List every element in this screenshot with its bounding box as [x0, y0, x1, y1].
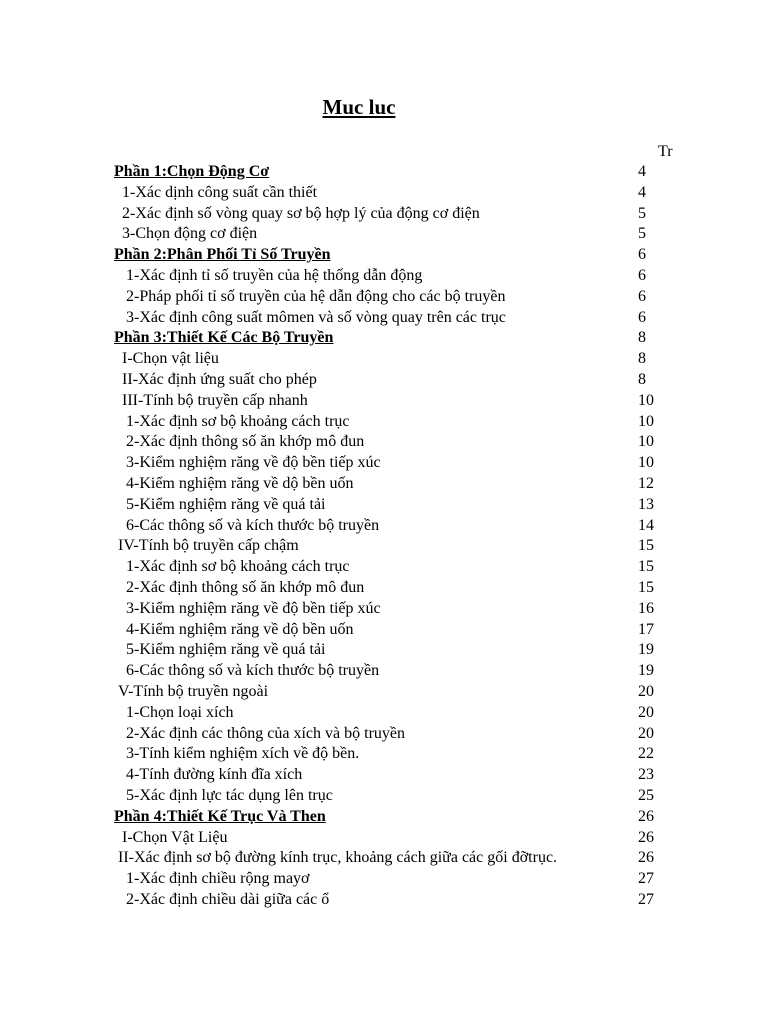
toc-entry — [0, 370, 768, 391]
toc-entry-title: I-Chọn Vật Liệu — [122, 828, 228, 846]
toc-entry-page-number: 14 — [638, 516, 654, 534]
toc-entry — [0, 453, 768, 474]
toc-entry-page-number: 15 — [638, 578, 654, 596]
toc-entry — [0, 682, 768, 703]
toc-entry-title: 2-Xác định chiều dài giữa các ổ — [126, 890, 330, 908]
toc-entry-page-number: 8 — [638, 350, 646, 368]
toc-entry — [0, 620, 768, 641]
toc-entry — [0, 474, 768, 495]
toc-part-heading — [0, 328, 768, 349]
toc-entry-title: 3-Chọn động cơ điện — [122, 225, 258, 243]
toc-entry-title: 2-Xác định các thông của xích và bộ truyền — [126, 724, 406, 742]
toc-entry-page-number: 12 — [638, 474, 654, 492]
toc-entry — [0, 391, 768, 412]
toc-entry-title: I-Chọn vật liệu — [122, 350, 219, 368]
toc-entry-title: 1-Chọn loại xích — [126, 703, 234, 721]
toc-entry-page-number: 6 — [638, 308, 646, 326]
toc-entry-title: 2-Pháp phối tỉ số truyền của hệ dẫn động cho các bộ truyền — [126, 287, 506, 305]
toc-entry-title: 2-Xác định thông số ăn khớp mô đun — [126, 433, 365, 451]
toc-entry-title: Phần 4:Thiết Kế Trục Và Then — [114, 807, 326, 825]
toc-entry-title: 1-Xác dịnh công suất cần thiết — [122, 183, 318, 201]
toc-entry — [0, 744, 768, 765]
toc-entry — [0, 724, 768, 745]
toc-entry — [0, 578, 768, 599]
page-column-header: Tr — [658, 143, 673, 160]
toc-entry-page-number: 5 — [638, 204, 646, 222]
toc-entry — [0, 266, 768, 287]
toc-entry — [0, 765, 768, 786]
toc-entry-page-number: 20 — [638, 703, 654, 721]
toc-entry-title: Phần 3:Thiết Kế Các Bộ Truyền — [114, 329, 334, 347]
toc-entry-page-number: 6 — [638, 246, 646, 264]
toc-entry-title: II-Xác định sơ bộ đường kính trục, khoảng cách giữa các gối đỡtrục. — [118, 849, 558, 867]
toc-entry-page-number: 27 — [638, 890, 654, 908]
toc-entry-title: 5-Xác định lực tác dụng lên trục — [126, 786, 333, 804]
toc-entry-page-number: 10 — [638, 433, 654, 451]
toc-entry-title: V-Tính bộ truyền ngoài — [118, 682, 269, 700]
toc-entry — [0, 890, 768, 911]
toc-entry-title: II-Xác định ứng suất cho phép — [122, 370, 317, 388]
toc-entry — [0, 224, 768, 245]
toc-entry-page-number: 5 — [638, 225, 646, 243]
toc-entry-page-number: 19 — [638, 662, 654, 680]
toc-entry-title: 4-Kiểm nghiệm răng về dộ bền uốn — [126, 620, 354, 638]
toc-part-heading — [0, 162, 768, 183]
page-title: Muc luc — [322, 95, 396, 119]
toc-entry-title: 3-Tính kiểm nghiệm xích về độ bền. — [126, 745, 360, 763]
toc-part-heading — [0, 807, 768, 828]
toc-entry — [0, 599, 768, 620]
toc-entry-title: 4-Tính đường kính đĩa xích — [126, 766, 303, 784]
toc-entry-page-number: 17 — [638, 620, 654, 638]
toc-entry-page-number: 6 — [638, 287, 646, 305]
toc-entry — [0, 848, 768, 869]
toc-entry-title: III-Tính bộ truyền cấp nhanh — [122, 391, 308, 409]
toc-entry-title: 4-Kiểm nghiệm răng về dộ bền uốn — [126, 474, 354, 492]
toc-entry — [0, 495, 768, 516]
toc-entry-title: 1-Xác định sơ bộ khoảng cách trục — [126, 558, 350, 576]
toc-entry — [0, 536, 768, 557]
toc-entry-page-number: 10 — [638, 454, 654, 472]
toc-entry — [0, 828, 768, 849]
toc-part-heading — [0, 245, 768, 266]
toc-entry-page-number: 8 — [638, 370, 646, 388]
toc-entry-page-number: 10 — [638, 391, 654, 409]
toc-entry-page-number: 26 — [638, 849, 654, 867]
toc-entry-page-number: 15 — [638, 558, 654, 576]
toc-entry-page-number: 20 — [638, 724, 654, 742]
toc-entry-title: 3-Kiểm nghiệm răng về độ bền tiếp xúc — [126, 454, 381, 472]
toc-entry-page-number: 15 — [638, 537, 654, 555]
toc-entry-page-number: 13 — [638, 495, 654, 513]
toc-entry — [0, 786, 768, 807]
toc-entry — [0, 661, 768, 682]
toc-entry — [0, 287, 768, 308]
toc-entry-title: Phần 1:Chọn Động Cơ — [114, 163, 270, 180]
toc-entry-title: 3-Xác định công suất mômen và số vòng quay trên các trục — [126, 308, 506, 326]
table-of-contents — [0, 162, 768, 911]
toc-entry-page-number: 16 — [638, 599, 654, 617]
toc-entry-title: IV-Tính bộ truyền cấp chậm — [118, 537, 299, 555]
toc-entry-title: 1-Xác định tỉ số truyền của hệ thống dẫn động — [126, 266, 423, 284]
toc-entry-title: 5-Kiểm nghiệm răng về quá tải — [126, 641, 326, 659]
toc-entry-title: 6-Các thông số và kích thước bộ truyền — [126, 516, 380, 534]
toc-entry — [0, 557, 768, 578]
toc-entry — [0, 349, 768, 370]
toc-entry-page-number: 4 — [638, 183, 646, 201]
toc-entry-title: 1-Xác định sơ bộ khoảng cách trục — [126, 412, 350, 430]
toc-entry-title: 2-Xác định số vòng quay sơ bộ hợp lý của động cơ điện — [122, 204, 480, 222]
toc-entry-page-number: 26 — [638, 828, 654, 846]
toc-entry-page-number: 10 — [638, 412, 654, 430]
toc-entry-title: 3-Kiểm nghiệm răng về độ bền tiếp xúc — [126, 599, 381, 617]
toc-entry-page-number: 4 — [638, 163, 646, 180]
toc-entry — [0, 308, 768, 329]
toc-entry-title: 5-Kiểm nghiệm răng về quá tải — [126, 495, 326, 513]
toc-entry-page-number: 22 — [638, 745, 654, 763]
toc-entry-title: Phần 2:Phân Phối Tỉ Số Truyền — [114, 246, 331, 264]
toc-entry-title: 6-Các thông số và kích thước bộ truyền — [126, 662, 380, 680]
toc-entry — [0, 432, 768, 453]
toc-entry-page-number: 23 — [638, 766, 654, 784]
toc-entry-title: 1-Xác định chiều rộng mayơ — [126, 870, 310, 888]
toc-entry — [0, 869, 768, 890]
toc-entry-page-number: 25 — [638, 786, 654, 804]
toc-entry-page-number: 27 — [638, 870, 654, 888]
toc-entry — [0, 183, 768, 204]
toc-entry-page-number: 20 — [638, 682, 654, 700]
toc-entry — [0, 412, 768, 433]
toc-entry-page-number: 6 — [638, 266, 646, 284]
toc-entry-page-number: 26 — [638, 807, 654, 825]
toc-entry — [0, 640, 768, 661]
toc-entry — [0, 516, 768, 537]
toc-entry — [0, 703, 768, 724]
toc-entry — [0, 204, 768, 225]
toc-entry-page-number: 8 — [638, 329, 646, 347]
toc-entry-page-number: 19 — [638, 641, 654, 659]
toc-entry-title: 2-Xác định thông số ăn khớp mô đun — [126, 578, 365, 596]
